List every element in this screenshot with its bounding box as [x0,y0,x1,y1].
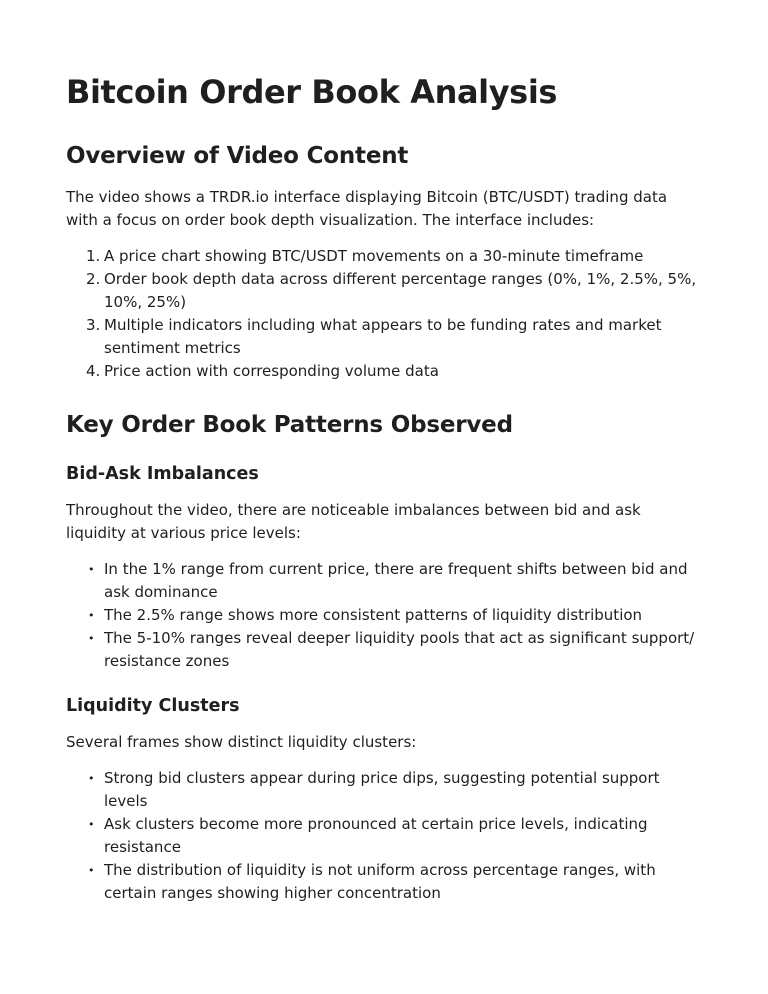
list-item-text: Order book depth data across different percentage ranges (0%, 1%, 2.5%, 5%, 10%, 25%) [104,270,697,311]
list-item [66,767,702,813]
bid-ask-heading: Bid-Ask Imbalances [66,464,259,484]
list-item-text: A price chart showing BTC/USDT movements on a 30-minute timeframe [104,247,644,265]
bullet-icon: • [88,563,95,576]
list-item [66,813,702,859]
overview-intro: The video shows a TRDR.io interface displaying Bitcoin (BTC/USDT) trading data with a focus on order book depth visualization. The interface includes: [66,188,668,229]
list-item [66,360,702,383]
bullet-icon: • [88,818,95,831]
bullet-icon: • [88,864,95,877]
liquidity-clusters-intro: Several frames show distinct liquidity clusters: [66,733,417,751]
liquidity-clusters-heading: Liquidity Clusters [66,696,240,716]
list-item [66,558,702,604]
list-item-text: In the 1% range from current price, there are frequent shifts between bid and ask dominance [104,560,688,601]
list-item [66,268,702,314]
bid-ask-list [66,558,702,673]
list-item-text: The distribution of liquidity is not uniform across percentage ranges, with certain ranges showing higher concentration [104,861,656,902]
bullet-icon: • [88,772,95,785]
list-item-text: Strong bid clusters appear during price dips, suggesting potential support levels [104,769,660,810]
list-item-text: The 2.5% range shows more consistent patterns of liquidity distribution [104,606,643,624]
list-item-text: Multiple indicators including what appears to be funding rates and market sentiment metrics [104,316,662,357]
page-title: Bitcoin Order Book Analysis [66,73,558,111]
list-item [66,859,702,905]
list-item [66,627,702,673]
list-item-text: Ask clusters become more pronounced at certain price levels, indicating resistance [104,815,648,856]
list-item [66,314,702,360]
list-item [66,245,702,268]
patterns-heading: Key Order Book Patterns Observed [66,412,513,438]
bullet-icon: • [88,632,95,645]
list-number: 2. [86,270,101,288]
list-number: 4. [86,362,101,380]
overview-list [66,245,702,383]
bullet-icon: • [88,609,95,622]
overview-heading: Overview of Video Content [66,143,409,169]
list-item [66,604,702,627]
bid-ask-intro: Throughout the video, there are noticeable imbalances between bid and ask liquidity at various price levels: [66,501,641,542]
list-item-text: The 5-10% ranges reveal deeper liquidity pools that act as significant support/ resistance zones [104,629,695,670]
list-number: 1. [86,247,101,265]
liquidity-clusters-list [66,767,702,905]
list-item-text: Price action with corresponding volume data [104,362,439,380]
list-number: 3. [86,316,101,334]
